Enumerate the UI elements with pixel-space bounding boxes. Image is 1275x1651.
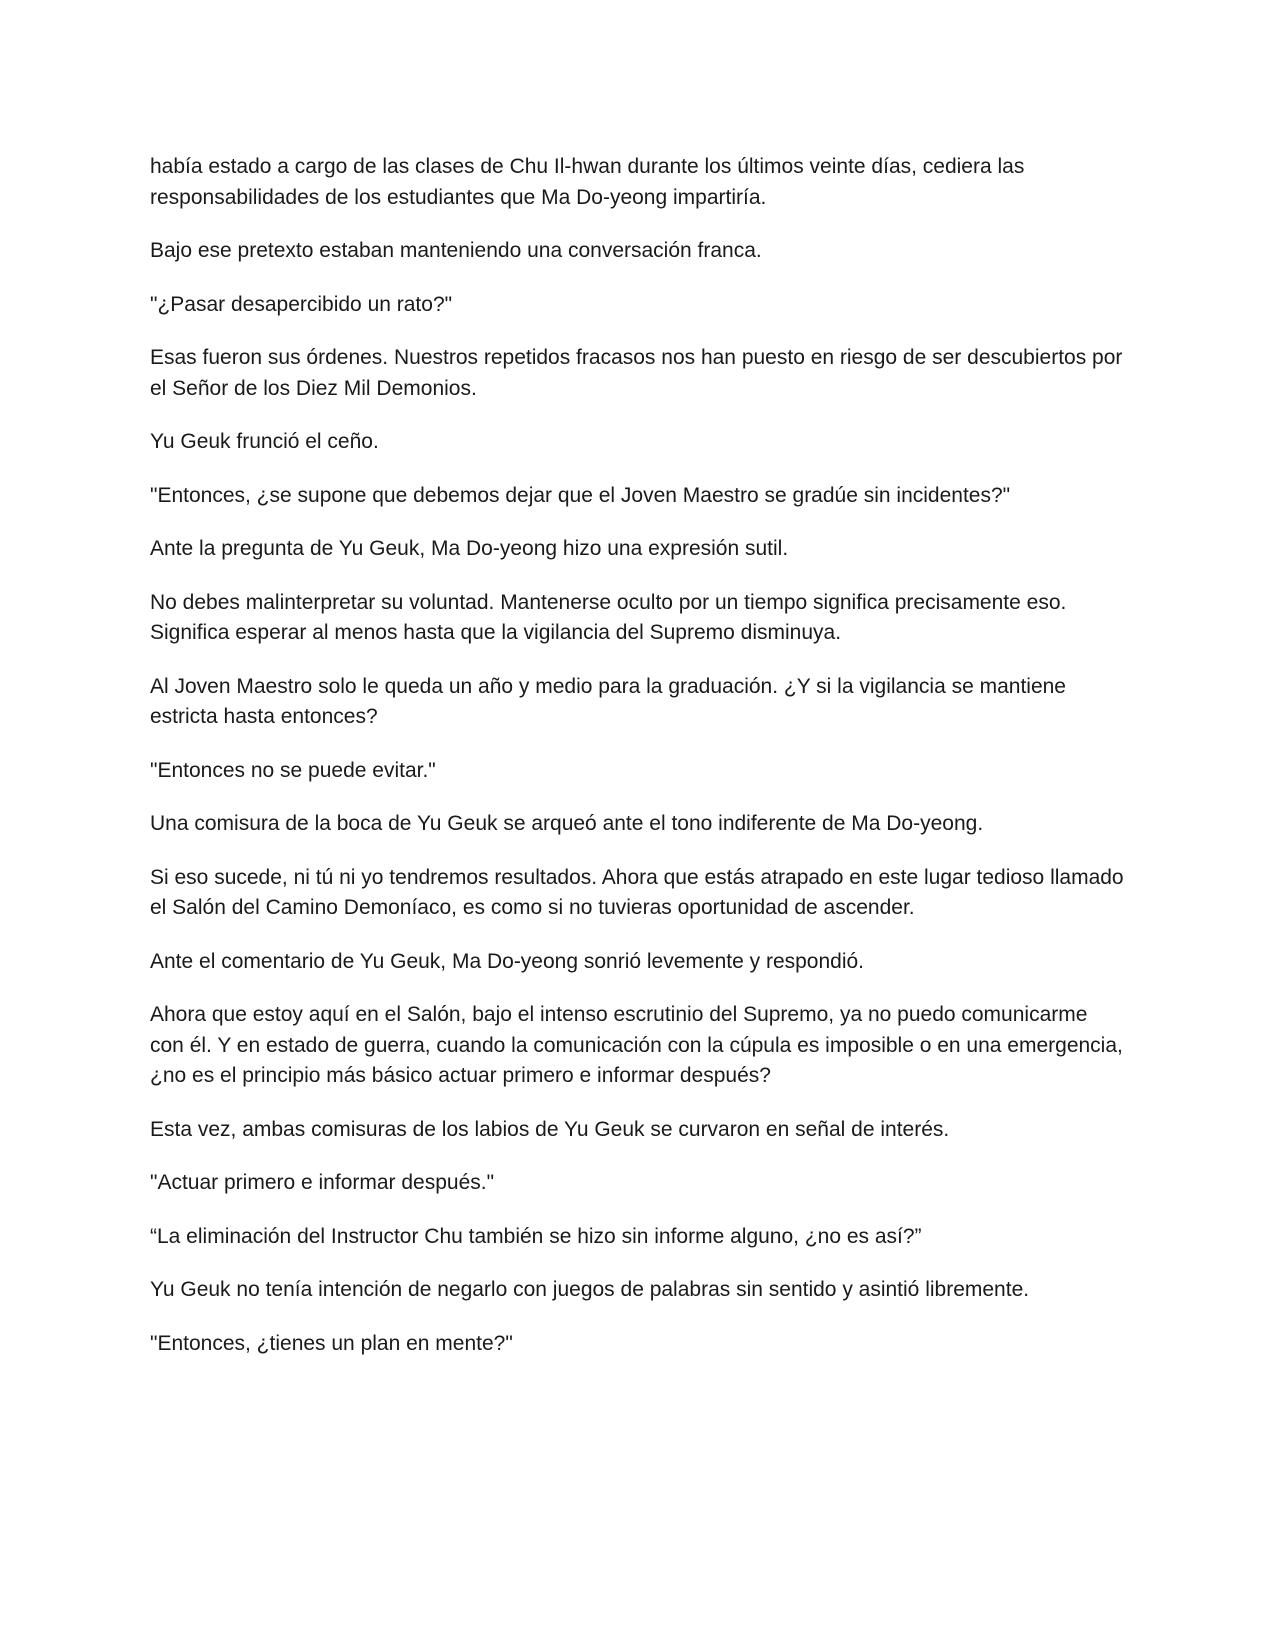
paragraph-1: había estado a cargo de las clases de Chu Il-hwan durante los últimos veinte días, cediera las responsabilidades de los estudiantes que Ma Do-yeong impartiría.	[150, 155, 1025, 209]
paragraph-8: No debes malinterpretar su voluntad. Mantenerse oculto por un tiempo significa precisamente eso. Significa esperar al menos hasta que la vigilancia del Supremo disminuya.	[150, 590, 1067, 644]
paragraph-15: Esta vez, ambas comisuras de los labios de Yu Geuk se curvaron en señal de interés.	[150, 1117, 950, 1141]
paragraph-14: Ahora que estoy aquí en el Salón, bajo el intenso escrutinio del Supremo, ya no puedo comunicarme con él. Y en estado de guerra, cuando la comunicación con la cúpula es imposible o en una emergencia, ¿no es el principio más básico actuar primero e informar después?	[150, 1003, 1123, 1087]
paragraph-18: Yu Geuk no tenía intención de negarlo con juegos de palabras sin sentido y asintió libremente.	[150, 1278, 1030, 1301]
paragraph-17: “La eliminación del Instructor Chu también se hizo sin informe alguno, ¿no es así?”	[150, 1224, 922, 1248]
paragraph-7: Ante la pregunta de Yu Geuk, Ma Do-yeong hizo una expresión sutil.	[150, 537, 789, 560]
paragraph-12: Si eso sucede, ni tú ni yo tendremos resultados. Ahora que estás atrapado en este lugar tedioso llamado el Salón del Camino Demoníaco, es como si no tuvieras oportunidad de ascender.	[150, 865, 1124, 919]
paragraph-2: Bajo ese pretexto estaban manteniendo una conversación franca.	[150, 239, 762, 262]
paragraph-9: Al Joven Maestro solo le queda un año y medio para la graduación. ¿Y si la vigilancia se mantiene estricta hasta entonces?	[150, 674, 1066, 728]
paragraph-6: "Entonces, ¿se supone que debemos dejar que el Joven Maestro se gradúe sin incidentes?"	[150, 483, 1011, 507]
paragraph-11: Una comisura de la boca de Yu Geuk se arqueó ante el tono indiferente de Ma Do-yeong.	[150, 812, 984, 835]
paragraph-5: Yu Geuk frunció el ceño.	[150, 430, 379, 453]
paragraph-3: "¿Pasar desapercibido un rato?"	[150, 292, 453, 316]
document-body	[150, 152, 1125, 1382]
paragraph-13: Ante el comentario de Yu Geuk, Ma Do-yeong sonrió levemente y respondió.	[150, 949, 865, 973]
paragraph-19: "Entonces, ¿tienes un plan en mente?"	[150, 1331, 513, 1355]
paragraph-10: "Entonces no se puede evitar."	[150, 758, 436, 782]
paragraph-16: "Actuar primero e informar después."	[150, 1171, 495, 1194]
paragraph-4: Esas fueron sus órdenes. Nuestros repetidos fracasos nos han puesto en riesgo de ser descubiertos por el Señor de los Diez Mil Demonios.	[150, 346, 1123, 400]
